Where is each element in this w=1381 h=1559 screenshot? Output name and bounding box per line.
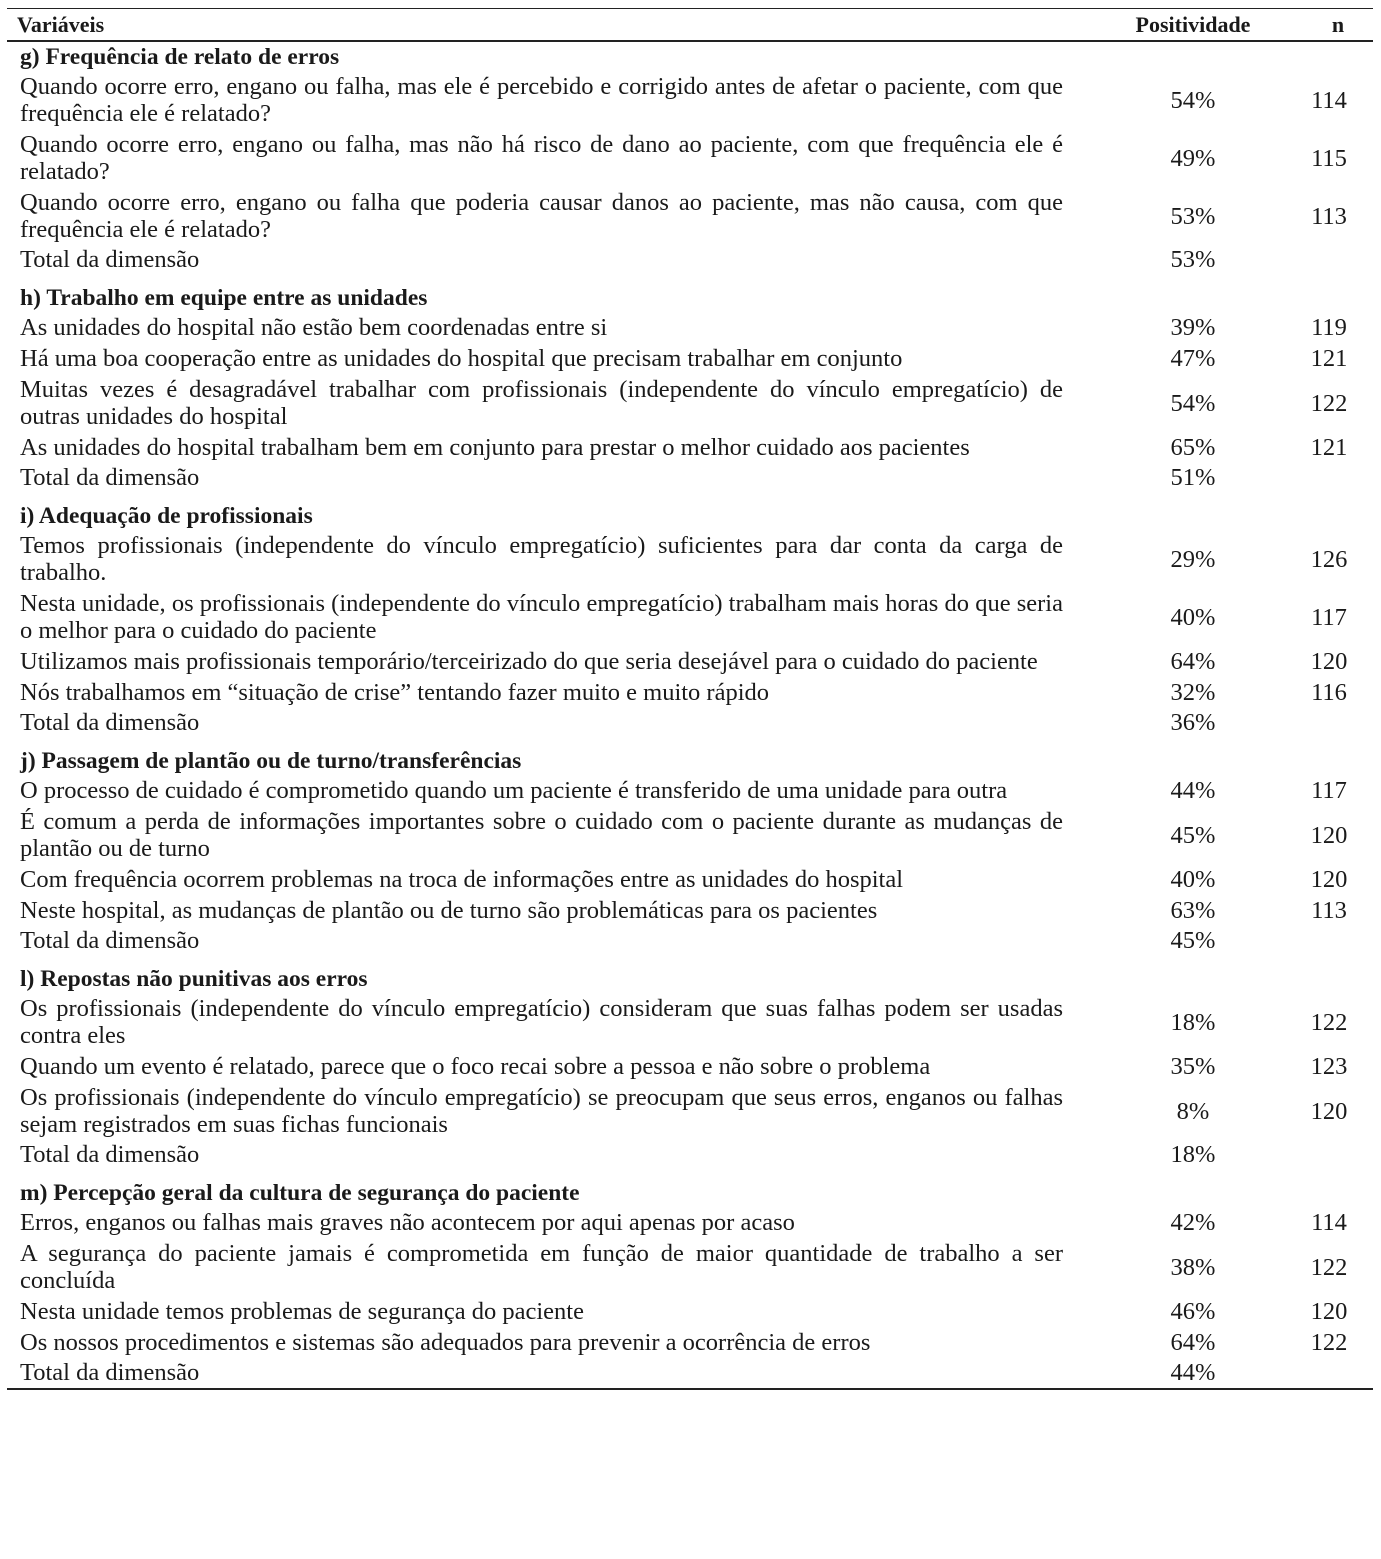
n-value: 120 xyxy=(1310,1097,1348,1125)
total-positivity: 45% xyxy=(1170,927,1216,954)
header-positivity: Positividade xyxy=(1083,9,1303,42)
variable-text: Quando ocorre erro, engano ou falha, mas não há risco de dano ao paciente, com que frequência ele é relatado? xyxy=(20,131,1063,185)
table-row xyxy=(7,1082,1373,1140)
variable-text: Os profissionais (independente do vínculo empregatício) consideram que suas falhas podem ser usadas contra eles xyxy=(20,995,1063,1049)
table-row xyxy=(7,1296,1373,1327)
positivity-value: 39% xyxy=(1170,314,1216,341)
section-n-empty xyxy=(1303,283,1373,312)
total-n-empty xyxy=(1303,1140,1373,1178)
table-row xyxy=(7,588,1373,646)
table-row xyxy=(7,775,1373,806)
variable-text: Nesta unidade, os profissionais (independente do vínculo empregatício) trabalham mais horas do que seria o melhor para o cuidado do paciente xyxy=(20,590,1063,644)
n-value: 123 xyxy=(1310,1053,1348,1080)
section-row xyxy=(7,283,1373,312)
variable-text: Neste hospital, as mudanças de plantão ou de turno são problemáticas para os pacientes xyxy=(20,897,878,924)
table-row xyxy=(7,895,1373,926)
positivity-value: 49% xyxy=(1170,144,1216,172)
table-row xyxy=(7,432,1373,463)
table-row xyxy=(7,374,1373,432)
section-n-empty xyxy=(1303,41,1373,71)
variable-text: As unidades do hospital trabalham bem em conjunto para prestar o melhor cuidado aos pacientes xyxy=(20,434,970,461)
positivity-value: 38% xyxy=(1170,1253,1216,1281)
table-row xyxy=(7,646,1373,677)
variable-text: Os profissionais (independente do vínculo empregatício) se preocupam que seus erros, enganos ou falhas sejam registrados em suas fichas funcionais xyxy=(20,1084,1063,1138)
section-pos-empty xyxy=(1083,964,1303,993)
patient-safety-table xyxy=(7,8,1373,1390)
n-value: 121 xyxy=(1310,345,1348,372)
table-row xyxy=(7,129,1373,187)
section-title: g) Frequência de relato de erros xyxy=(20,44,340,70)
variable-text: Os nossos procedimentos e sistemas são adequados para prevenir a ocorrência de erros xyxy=(20,1329,871,1356)
positivity-value: 44% xyxy=(1170,777,1216,804)
n-value: 119 xyxy=(1311,314,1347,341)
n-value: 120 xyxy=(1310,1298,1348,1325)
total-row xyxy=(7,1358,1373,1389)
total-row xyxy=(7,463,1373,501)
positivity-value: 54% xyxy=(1170,86,1216,114)
section-row xyxy=(7,41,1373,71)
n-value: 120 xyxy=(1310,821,1348,849)
n-value: 122 xyxy=(1310,1329,1348,1356)
n-value: 116 xyxy=(1311,679,1347,706)
variable-text: Quando ocorre erro, engano ou falha, mas ele é percebido e corrigido antes de afetar o paciente, com que frequência ele é relatado? xyxy=(20,73,1063,127)
total-label: Total da dimensão xyxy=(20,709,200,736)
table-row xyxy=(7,343,1373,374)
n-value: 120 xyxy=(1310,866,1348,893)
n-value: 120 xyxy=(1310,648,1348,675)
n-value: 117 xyxy=(1311,777,1347,804)
section-title: j) Passagem de plantão ou de turno/transferências xyxy=(20,748,522,774)
table-row xyxy=(7,1207,1373,1238)
section-pos-empty xyxy=(1083,41,1303,71)
section-row xyxy=(7,501,1373,530)
n-value: 113 xyxy=(1311,897,1347,924)
positivity-value: 40% xyxy=(1170,866,1216,893)
section-pos-empty xyxy=(1083,501,1303,530)
variable-text: Nós trabalhamos em “situação de crise” tentando fazer muito e muito rápido xyxy=(20,679,770,706)
n-value: 115 xyxy=(1311,144,1347,172)
section-pos-empty xyxy=(1083,746,1303,775)
total-n-empty xyxy=(1303,463,1373,501)
n-value: 126 xyxy=(1310,545,1348,573)
positivity-value: 18% xyxy=(1170,1008,1216,1036)
variable-text: A segurança do paciente jamais é comprometida em função de maior quantidade de trabalho a ser concluída xyxy=(20,1240,1063,1294)
positivity-value: 46% xyxy=(1170,1298,1216,1325)
section-title: l) Repostas não punitivas aos erros xyxy=(20,966,368,992)
variable-text: O processo de cuidado é comprometido quando um paciente é transferido de uma unidade para outra xyxy=(20,777,1008,804)
total-positivity: 53% xyxy=(1170,246,1216,273)
positivity-value: 53% xyxy=(1170,202,1216,230)
table-row xyxy=(7,1051,1373,1082)
positivity-value: 54% xyxy=(1170,389,1216,417)
positivity-value: 35% xyxy=(1170,1053,1216,1080)
section-row xyxy=(7,1178,1373,1207)
total-positivity: 51% xyxy=(1170,464,1216,491)
section-n-empty xyxy=(1303,964,1373,993)
n-value: 113 xyxy=(1311,202,1347,230)
variable-text: Há uma boa cooperação entre as unidades do hospital que precisam trabalhar em conjunto xyxy=(20,345,903,372)
total-label: Total da dimensão xyxy=(20,1141,200,1168)
positivity-value: 47% xyxy=(1170,345,1216,372)
table-row xyxy=(7,530,1373,588)
positivity-value: 42% xyxy=(1170,1209,1216,1236)
variable-text: Quando um evento é relatado, parece que o foco recai sobre a pessoa e não sobre o problema xyxy=(20,1053,931,1080)
total-label: Total da dimensão xyxy=(20,246,200,273)
table-row xyxy=(7,806,1373,864)
section-title: m) Percepção geral da cultura de segurança do paciente xyxy=(20,1180,580,1206)
positivity-value: 63% xyxy=(1170,897,1216,924)
positivity-value: 65% xyxy=(1170,434,1216,461)
table-row xyxy=(7,1238,1373,1296)
table-row xyxy=(7,312,1373,343)
table-body xyxy=(7,41,1373,1389)
variable-text: É comum a perda de informações importantes sobre o cuidado com o paciente durante as mudanças de plantão ou de turno xyxy=(20,808,1063,862)
total-n-empty xyxy=(1303,1358,1373,1389)
table-row xyxy=(7,677,1373,708)
table-row xyxy=(7,71,1373,129)
positivity-value: 8% xyxy=(1176,1097,1210,1125)
header-variables: Variáveis xyxy=(7,9,1083,42)
table-row xyxy=(7,187,1373,245)
total-positivity: 36% xyxy=(1170,709,1216,736)
variable-text: Nesta unidade temos problemas de segurança do paciente xyxy=(20,1298,584,1325)
variable-text: As unidades do hospital não estão bem coordenadas entre si xyxy=(20,314,608,341)
total-n-empty xyxy=(1303,926,1373,964)
variable-text: Erros, enganos ou falhas mais graves não acontecem por aqui apenas por acaso xyxy=(20,1209,795,1236)
positivity-value: 29% xyxy=(1170,545,1216,573)
n-value: 117 xyxy=(1311,603,1347,631)
table-container xyxy=(7,8,1373,1390)
section-title: h) Trabalho em equipe entre as unidades xyxy=(20,285,428,311)
section-pos-empty xyxy=(1083,283,1303,312)
section-title: i) Adequação de profissionais xyxy=(20,503,313,529)
positivity-value: 40% xyxy=(1170,603,1216,631)
n-value: 122 xyxy=(1310,1253,1348,1281)
n-value: 121 xyxy=(1310,434,1348,461)
total-label: Total da dimensão xyxy=(20,927,200,954)
total-label: Total da dimensão xyxy=(7,1358,1083,1389)
variable-text: Temos profissionais (independente do vínculo empregatício) suficientes para dar conta da carga de trabalho. xyxy=(20,532,1063,586)
total-row xyxy=(7,245,1373,283)
header-row xyxy=(7,9,1373,42)
total-row xyxy=(7,708,1373,746)
positivity-value: 45% xyxy=(1170,821,1216,849)
total-row xyxy=(7,926,1373,964)
header-n: n xyxy=(1303,9,1373,42)
total-n-empty xyxy=(1303,708,1373,746)
positivity-value: 32% xyxy=(1170,679,1216,706)
variable-text: Muitas vezes é desagradável trabalhar com profissionais (independente do vínculo empregatício) de outras unidades do hospital xyxy=(20,376,1063,430)
section-n-empty xyxy=(1303,501,1373,530)
table-row xyxy=(7,1327,1373,1358)
n-value: 114 xyxy=(1311,1209,1347,1236)
total-n-empty xyxy=(1303,245,1373,283)
table-row xyxy=(7,864,1373,895)
section-n-empty xyxy=(1303,1178,1373,1207)
section-n-empty xyxy=(1303,746,1373,775)
variable-text: Utilizamos mais profissionais temporário/terceirizado do que seria desejável para o cuidado do paciente xyxy=(20,648,1038,675)
positivity-value: 64% xyxy=(1170,1329,1216,1356)
variable-text: Com frequência ocorrem problemas na troca de informações entre as unidades do hospital xyxy=(20,866,904,893)
variable-text: Quando ocorre erro, engano ou falha que poderia causar danos ao paciente, mas não causa, com que frequência ele é relatado? xyxy=(20,189,1063,243)
total-label: Total da dimensão xyxy=(20,464,200,491)
n-value: 122 xyxy=(1310,389,1348,417)
total-positivity: 18% xyxy=(1170,1141,1216,1168)
table-row xyxy=(7,993,1373,1051)
section-row xyxy=(7,964,1373,993)
total-row xyxy=(7,1140,1373,1178)
section-pos-empty xyxy=(1083,1178,1303,1207)
section-row xyxy=(7,746,1373,775)
positivity-value: 64% xyxy=(1170,648,1216,675)
total-positivity: 44% xyxy=(1083,1358,1303,1389)
n-value: 114 xyxy=(1311,86,1347,114)
n-value: 122 xyxy=(1310,1008,1348,1036)
